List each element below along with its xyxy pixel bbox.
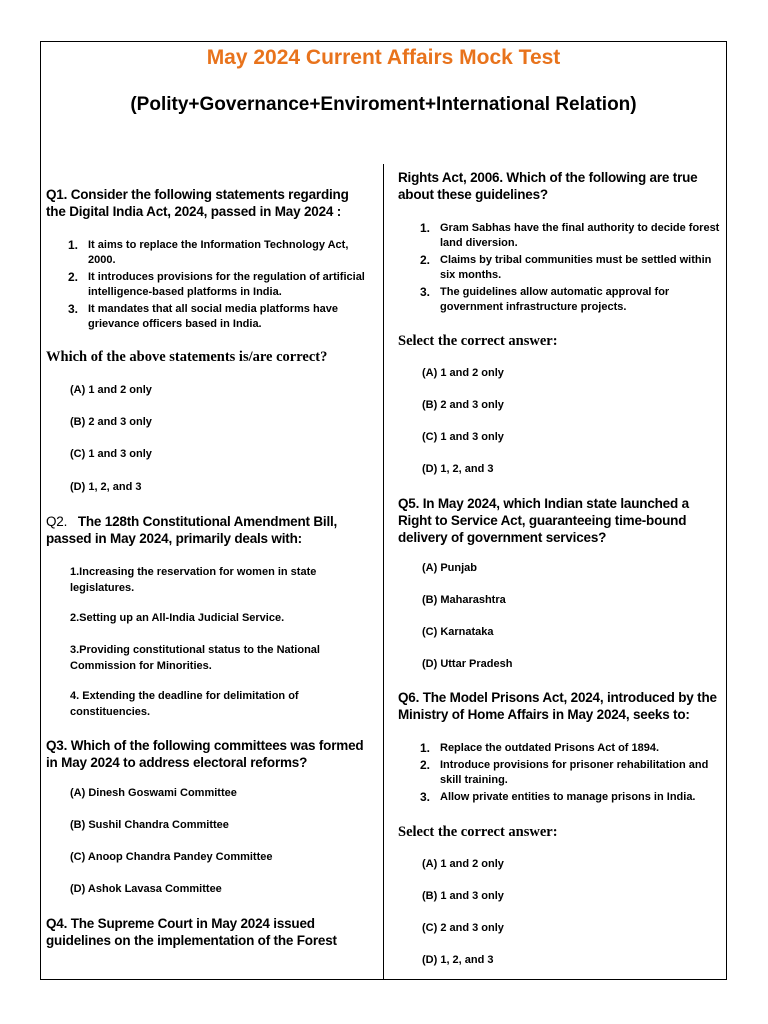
q6-option-c: (C) 2 and 3 only: [422, 922, 504, 934]
q6-statement-2: [398, 758, 723, 788]
q6-statement-list: [398, 741, 723, 807]
q6-prompt: Select the correct answer:: [398, 824, 558, 840]
statement-text: It mandates that all social media platforms have grievance officers based in India.: [88, 303, 339, 330]
q1-option-c: (C) 1 and 3 only: [70, 448, 152, 460]
mock-test-page: [40, 41, 727, 980]
q4-question-continued: Rights Act, 2006. Which of the following are true about these guidelines?: [398, 170, 698, 202]
q2-item-3: 3.Providing constitutional status to the National Commission for Minorities.: [70, 644, 320, 672]
q3-option-d: (D) Ashok Lavasa Committee: [70, 883, 222, 895]
statement-text: Allow private entities to manage prisons in India.: [440, 791, 696, 803]
q1-statement-1: [46, 238, 376, 268]
q6-statement-1: [398, 741, 723, 756]
q1-statement-2: [46, 270, 376, 300]
q6-option-d: (D) 1, 2, and 3: [422, 954, 494, 966]
q1-statement-list: [46, 238, 376, 334]
q2-text: The 128th Constitutional Amendment Bill, passed in May 2024, primarily deals with:: [46, 514, 338, 546]
q1-option-d: (D) 1, 2, and 3: [70, 481, 142, 493]
list-number: 3.: [420, 790, 431, 804]
q5-option-a: (A) Punjab: [422, 562, 477, 574]
list-number: 3.: [68, 302, 79, 316]
list-number: 1.: [420, 221, 431, 235]
q3-question: Q3. Which of the following committees was formed in May 2024 to address electoral reforms?: [46, 738, 364, 770]
column-divider: [383, 164, 384, 980]
list-number: 1.: [420, 741, 431, 755]
q2-label: Q2.: [46, 514, 68, 529]
q6-question: Q6. The Model Prisons Act, 2024, introduced by the Ministry of Home Affairs in May 2024, seeks to:: [398, 690, 717, 722]
page-subtitle: (Polity+Governance+Enviroment+International Relation): [130, 94, 637, 115]
statement-text: Introduce provisions for prisoner rehabilitation and skill training.: [440, 759, 709, 786]
q4-statement-3: [398, 285, 723, 315]
statement-text: Claims by tribal communities must be settled within six months.: [440, 254, 712, 281]
q4-option-b: (B) 2 and 3 only: [422, 399, 504, 411]
statement-text: It aims to replace the Information Technology Act, 2000.: [88, 239, 349, 266]
q4-statement-1: [398, 221, 723, 251]
q4-option-a: (A) 1 and 2 only: [422, 367, 504, 379]
q3-option-a: (A) Dinesh Goswami Committee: [70, 787, 237, 799]
list-number: 2.: [420, 253, 431, 267]
q2-item-2: 2.Setting up an All-India Judicial Service.: [70, 612, 285, 624]
q1-statement-3: [46, 302, 376, 332]
q3-option-b: (B) Sushil Chandra Committee: [70, 819, 229, 831]
q5-option-c: (C) Karnataka: [422, 626, 494, 638]
q1-question: Q1. Consider the following statements regarding the Digital India Act, 2024, passed in May 2024 :: [46, 187, 349, 219]
q4-option-c: (C) 1 and 3 only: [422, 431, 504, 443]
list-number: 1.: [68, 238, 79, 252]
q1-option-a: (A) 1 and 2 only: [70, 384, 152, 396]
statement-text: Gram Sabhas have the final authority to decide forest land diversion.: [440, 222, 720, 249]
statement-text: Replace the outdated Prisons Act of 1894.: [440, 742, 660, 754]
q4-statement-list: [398, 221, 723, 317]
page-title: May 2024 Current Affairs Mock Test: [206, 46, 561, 69]
q5-option-d: (D) Uttar Pradesh: [422, 658, 513, 670]
list-number: 2.: [420, 758, 431, 772]
q6-option-a: (A) 1 and 2 only: [422, 858, 504, 870]
list-number: 3.: [420, 285, 431, 299]
q1-option-b: (B) 2 and 3 only: [70, 416, 152, 428]
q3-option-c: (C) Anoop Chandra Pandey Committee: [70, 851, 273, 863]
q6-statement-3: [398, 790, 723, 805]
q4-statement-2: [398, 253, 723, 283]
statement-text: The guidelines allow automatic approval for government infrastructure projects.: [440, 286, 670, 313]
q2-item-4: 4. Extending the deadline for delimitation of constituencies.: [70, 690, 299, 718]
q4-prompt: Select the correct answer:: [398, 333, 558, 349]
q6-option-b: (B) 1 and 3 only: [422, 890, 504, 902]
q2-question: [46, 513, 366, 547]
statement-text: It introduces provisions for the regulation of artificial intelligence-based platforms in India.: [88, 271, 365, 298]
q4-question-start: Q4. The Supreme Court in May 2024 issued guidelines on the implementation of the Forest: [46, 916, 337, 948]
q1-prompt: Which of the above statements is/are correct?: [46, 349, 328, 365]
list-number: 2.: [68, 270, 79, 284]
q4-option-d: (D) 1, 2, and 3: [422, 463, 494, 475]
q5-option-b: (B) Maharashtra: [422, 594, 506, 606]
q2-item-1: 1.Increasing the reservation for women in state legislatures.: [70, 566, 317, 594]
q5-question: Q5. In May 2024, which Indian state launched a Right to Service Act, guaranteeing time-bound delivery of government services?: [398, 496, 689, 545]
